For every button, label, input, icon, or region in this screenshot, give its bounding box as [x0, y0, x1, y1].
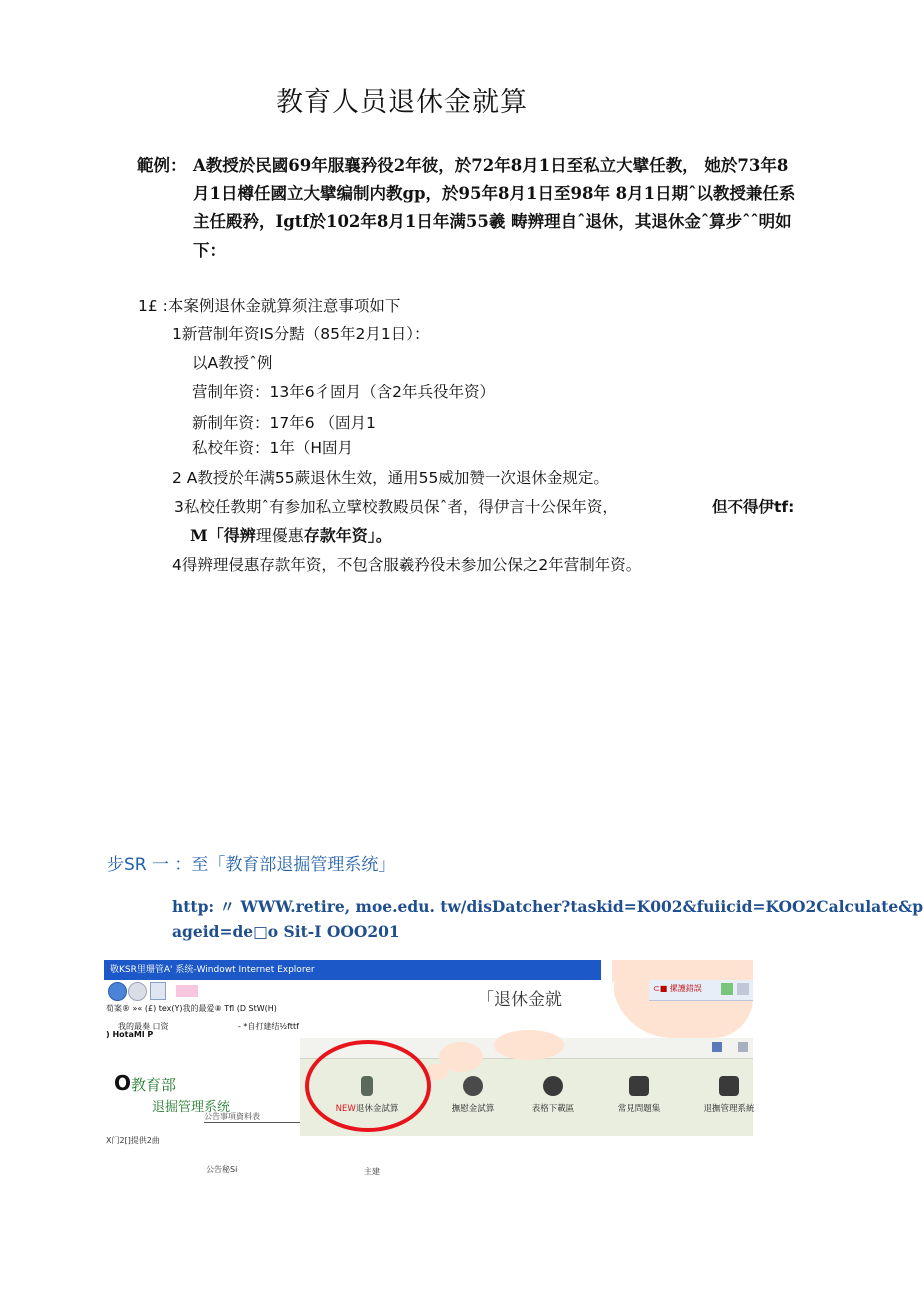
note-3-part-a: 3私校任教期ˆ有参加私立擘校教殿员保ˆ者，得伊言十公保年资， [174, 498, 618, 516]
note-3-suffix: 」。 [367, 526, 392, 545]
embedded-screenshot [104, 960, 753, 1180]
error-button[interactable]: ⊂■ 摞護錯誤 [653, 984, 702, 993]
note-1-sub-1: 以A教授ˆ例 [192, 354, 273, 372]
note-3-bold-1: 得辨 [223, 526, 256, 545]
highlight-circle [305, 1040, 431, 1132]
logo-text: 教育部 [131, 1076, 177, 1094]
book-icon [629, 1076, 649, 1096]
example-line-1: A教授於民國69年服襄矜役2年彼，於72年8月1日至私立大擘任教， 她於73年8 [193, 156, 789, 175]
document-title: 教育人员退休金就算 [276, 87, 528, 118]
menu-consolation-calc-label: 撫慰金試算 [451, 1104, 495, 1114]
menu-form-download-label: 表格下載區 [531, 1104, 575, 1114]
computer-icon [719, 1076, 739, 1096]
main-bottom[interactable]: 主建 [364, 1167, 380, 1176]
refresh-icon[interactable] [721, 983, 733, 995]
window-title-bar: 敬KSR里珊管A' 系统-Windowt Internet Explorer [104, 960, 601, 980]
menu-form-download[interactable] [518, 1076, 588, 1114]
note-3-part-c [190, 523, 392, 546]
step-url-line-1[interactable]: http: 〃 WWW.retire, moe.edu. tw/disDatcher?taskid=K002&fuiicid=KOO2Calculate&p [172, 897, 923, 916]
address-thumbnail [176, 985, 198, 997]
example-line-3: 主任殿矜，Igtf於102年8月1日年满55羲 畴辨理自ˆ退休，其退休金ˆ算步ˆˆ明如 [193, 212, 792, 231]
page-icon [150, 982, 166, 1000]
ie-toolbar-right [649, 980, 753, 1001]
menu-bar[interactable]: 荀案® »« (£) tex(Y)我的最爱⑧ Tfl (D StW(H) [106, 1004, 277, 1013]
home-icon[interactable] [712, 1042, 722, 1052]
stop-icon[interactable] [737, 983, 749, 995]
note-3-mid: 理優惠 [255, 526, 304, 545]
feed-icon[interactable] [738, 1042, 748, 1052]
note-2: 2 A教授於年满55蕨退休生效，通用55威加赞一次退休金规定。 [172, 469, 609, 487]
step-heading: 步SR 一 ：至「教育部退掘管理系统」 [107, 855, 396, 875]
announcement-bottom[interactable]: 公告秘Si [206, 1165, 238, 1174]
calc-icon [463, 1076, 483, 1096]
moe-logo [114, 1071, 176, 1095]
note-1: 1新营制年资IS分黠（85年2月1日）： [172, 325, 430, 343]
example-label: 範例： [137, 156, 187, 175]
left-info-text: X门2[]提供2曲 [106, 1136, 160, 1145]
note-3-part-b: 但不得伊tf: [712, 498, 795, 516]
system-name: 退掘管理系统 [152, 1100, 231, 1115]
menu-faq-label: 常見問題集 [617, 1104, 661, 1114]
announcement-table-link[interactable]: 公告事項資料表 [204, 1111, 300, 1123]
menu-faq[interactable] [604, 1076, 674, 1114]
note-1-sub-2: 营制年资：13年6彳固月（含2年兵役年资） [192, 383, 495, 401]
note-1-sub-4: 私校年资：1年（H固月 [192, 439, 354, 457]
example-line-4: 下： [193, 241, 226, 260]
logo-letter: O [114, 1071, 132, 1095]
forward-icon[interactable] [128, 982, 147, 1001]
favorites-add[interactable]: - *自打建结½fttf [238, 1022, 299, 1031]
step-url-line-2[interactable]: ageid=de□o Sit-I OOO201 [172, 922, 400, 941]
cloud-text: 「退休金就 [477, 990, 562, 1010]
back-icon[interactable] [108, 982, 127, 1001]
notes-heading: 1£ :本案例退休金就算须注意事项如下 [138, 297, 401, 315]
menu-management-system-label: 退撫管理系統 [703, 1104, 755, 1114]
new-badge: NEW [335, 1104, 356, 1114]
hotmail-link[interactable]: ) HotaMl P [106, 1030, 154, 1039]
callout-bubble-mid [494, 1030, 564, 1060]
menu-consolation-calc[interactable] [438, 1076, 508, 1114]
note-1-sub-3: 新制年资：17年6 （固月1 [192, 414, 376, 432]
favorites-bar[interactable]: 我的最奏 口资 [118, 1022, 169, 1031]
download-icon [543, 1076, 563, 1096]
note-3-prefix: M「 [190, 526, 224, 545]
note-3-bold-2: 存款年资 [303, 526, 368, 545]
menu-management-system[interactable] [694, 1076, 764, 1114]
menu-pension-calc-label: 退休金試算 [355, 1104, 399, 1114]
note-4: 4得辨理侵惠存款年资，不包含服羲矜役未参加公保之2年营制年资。 [172, 556, 642, 574]
example-line-2: 月1日樽任國立大擘编制内教gp，於95年8月1日至98年 8月1日期ˆ以教授兼任系 [193, 184, 796, 203]
